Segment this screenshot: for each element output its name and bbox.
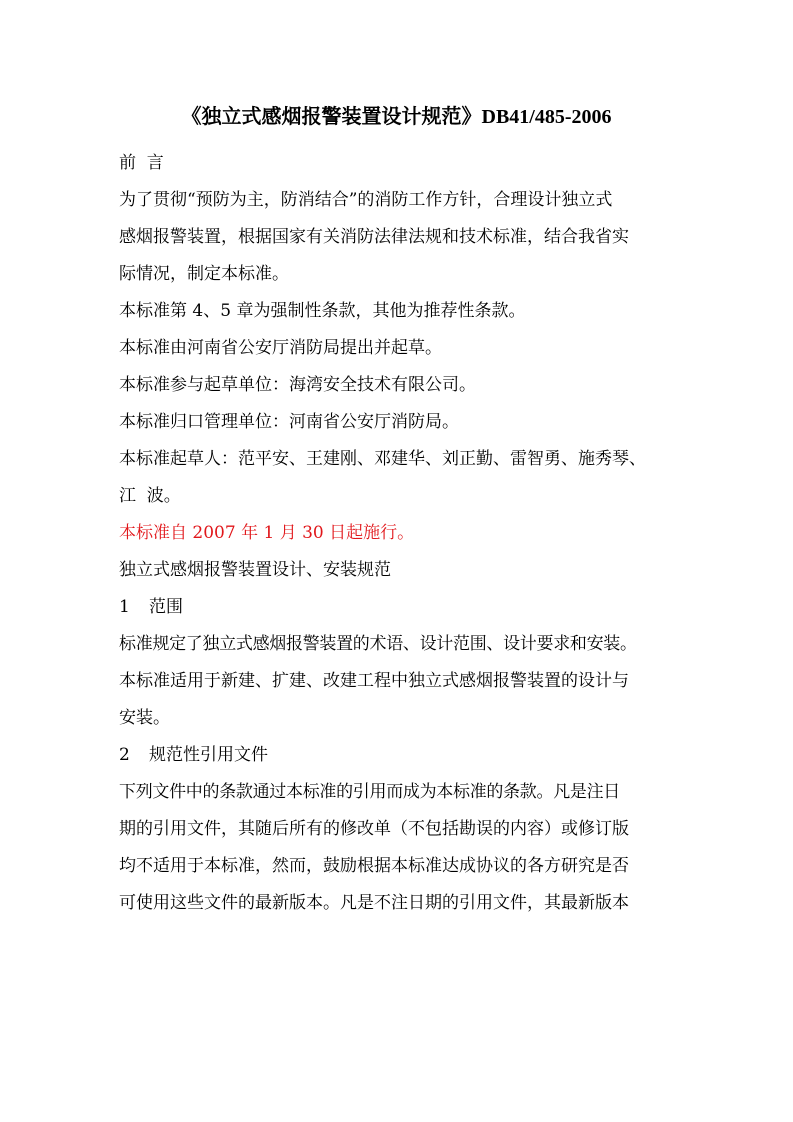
section-1-line-2: 本标准适用于新建、扩建、改建工程中独立式感烟报警装置的设计与 (119, 671, 629, 691)
foreword-heading: 前 言 (119, 153, 164, 173)
mandatory-clauses: 本标准第 4、5 章为强制性条款，其他为推荐性条款。 (119, 301, 526, 321)
section-1-line-3: 安装。 (119, 708, 170, 728)
section-2-line-3: 均不适用于本标准，然而，鼓励根据本标准达成协议的各方研究是否 (119, 856, 629, 876)
section-2-number: 2 (119, 745, 130, 765)
section-1-title: 范围 (149, 597, 183, 617)
section-1-line-1: 标准规定了独立式感烟报警装置的术语、设计范围、设计要求和安装。 (119, 634, 637, 654)
participating-unit: 本标准参与起草单位：海湾安全技术有限公司。 (119, 375, 476, 395)
spec-title: 独立式感烟报警装置设计、安装规范 (119, 560, 391, 580)
proposed-by: 本标准由河南省公安厅消防局提出并起草。 (119, 338, 442, 358)
effective-date: 本标准自 2007 年 1 月 30 日起施行。 (119, 523, 415, 543)
section-2-line-2: 期的引用文件，其随后所有的修改单（不包括勘误的内容）或修订版 (119, 819, 629, 839)
document-body (119, 145, 679, 922)
section-2-line-4: 可使用这些文件的最新版本。凡是不注日期的引用文件，其最新版本 (119, 893, 629, 913)
section-2-heading (119, 737, 679, 774)
section-2-line-1: 下列文件中的条款通过本标准的引用而成为本标准的条款。凡是注日 (119, 782, 620, 802)
document-title: 《独立式感烟报警装置设计规范》DB41/485-2006 (181, 106, 612, 128)
section-1-heading (119, 589, 679, 626)
drafters-line-2: 江 波。 (119, 486, 181, 506)
foreword-line-1: 为了贯彻“预防为主，防消结合”的消防工作方针，合理设计独立式 (119, 190, 613, 210)
section-1-number: 1 (119, 597, 130, 617)
managing-unit: 本标准归口管理单位：河南省公安厅消防局。 (119, 412, 459, 432)
section-2-title: 规范性引用文件 (149, 745, 268, 765)
drafters-line-1: 本标准起草人：范平安、王建刚、邓建华、刘正勤、雷智勇、施秀琴、 (119, 449, 646, 469)
foreword-line-2: 感烟报警装置，根据国家有关消防法律法规和技术标准，结合我省实 (119, 227, 629, 247)
foreword-line-3: 际情况，制定本标准。 (119, 264, 289, 284)
